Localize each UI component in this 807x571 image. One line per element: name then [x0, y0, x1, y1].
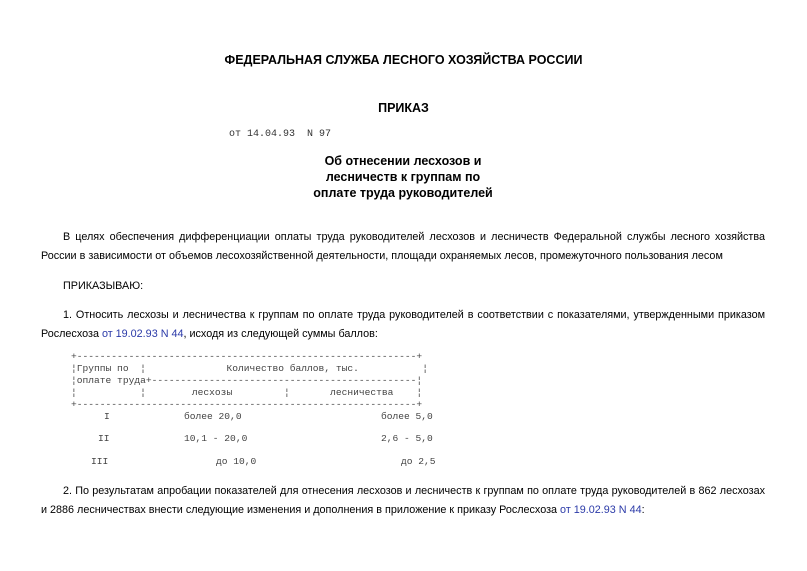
order-44-link[interactable]: от 19.02.93 N 44 [560, 504, 642, 516]
table-border-bottom: +-----------------------------------------------------------+ [71, 399, 423, 410]
table-border-top: +-----------------------------------------------------------+ [71, 351, 423, 362]
subject-line: оплате труда руководителей [313, 186, 493, 200]
document-type: ПРИКАЗ [378, 101, 429, 115]
table-header-row: ¦ ¦ лесхозы ¦ лесничества ¦ [71, 387, 423, 398]
document-date-number: от 14.04.93 N 97 [229, 129, 332, 140]
table-header-row: ¦Группы по ¦ Количество баллов, тыс. ¦ [71, 363, 428, 374]
leskhozy-cell: до 10,0 [216, 456, 257, 467]
group-cell: I [104, 411, 110, 422]
clause-1-text: 1. Относить лесхозы и лесничества к группам по оплате труда руководителей в соответствии с показателями, утвержденными приказом Рослесхоза [41, 309, 765, 340]
preamble-paragraph: В целях обеспечения дифференциации оплаты труда руководителей лесхозов и лесничеств Федеральной службы лесного хозяйства России в зависимости от объемов лесохозяйственной деятельности, площади охраняемых лесов, промежуточного пользования лесом [41, 231, 765, 262]
clause-2-text: 2. По результатам апробации показателей для отнесения лесхозов и лесничеств к группам по оплате труда руководителей в 862 лесхозах и 2886 лесничествах внести следующие изменения и дополнения в приложение к приказу Рослесхоза [41, 485, 765, 516]
table-header-row: ¦оплате труда+----------------------------------------------¦ [71, 375, 423, 386]
group-cell: II [98, 433, 110, 444]
subject-line: лесничеств к группам по [325, 170, 481, 184]
lesnichestva-cell: более 5,0 [381, 411, 433, 422]
clause-1-text-end: , исходя из следующей суммы баллов: [183, 328, 378, 340]
leskhozy-cell: 10,1 - 20,0 [184, 433, 248, 444]
table-row [71, 410, 511, 424]
clause-2-text-end: : [641, 504, 645, 516]
order-keyword: ПРИКАЗЫВАЮ: [63, 280, 144, 292]
lesnichestva-cell: 2,6 - 5,0 [381, 433, 433, 444]
order-44-link[interactable]: от 19.02.93 N 44 [101, 328, 184, 340]
organization-title: ФЕДЕРАЛЬНАЯ СЛУЖБА ЛЕСНОГО ХОЗЯЙСТВА РОССИИ [224, 53, 583, 67]
clause-1-paragraph [41, 306, 765, 344]
table-row [71, 455, 511, 469]
leskhozy-cell: более 20,0 [184, 411, 242, 422]
group-cell: III [91, 456, 109, 467]
clause-2-paragraph [41, 482, 765, 520]
subject-line: Об отнесении лесхозов и [324, 154, 482, 168]
table-row [71, 432, 511, 446]
document-subject [253, 153, 553, 201]
lesnichestva-cell: до 2,5 [401, 456, 436, 467]
